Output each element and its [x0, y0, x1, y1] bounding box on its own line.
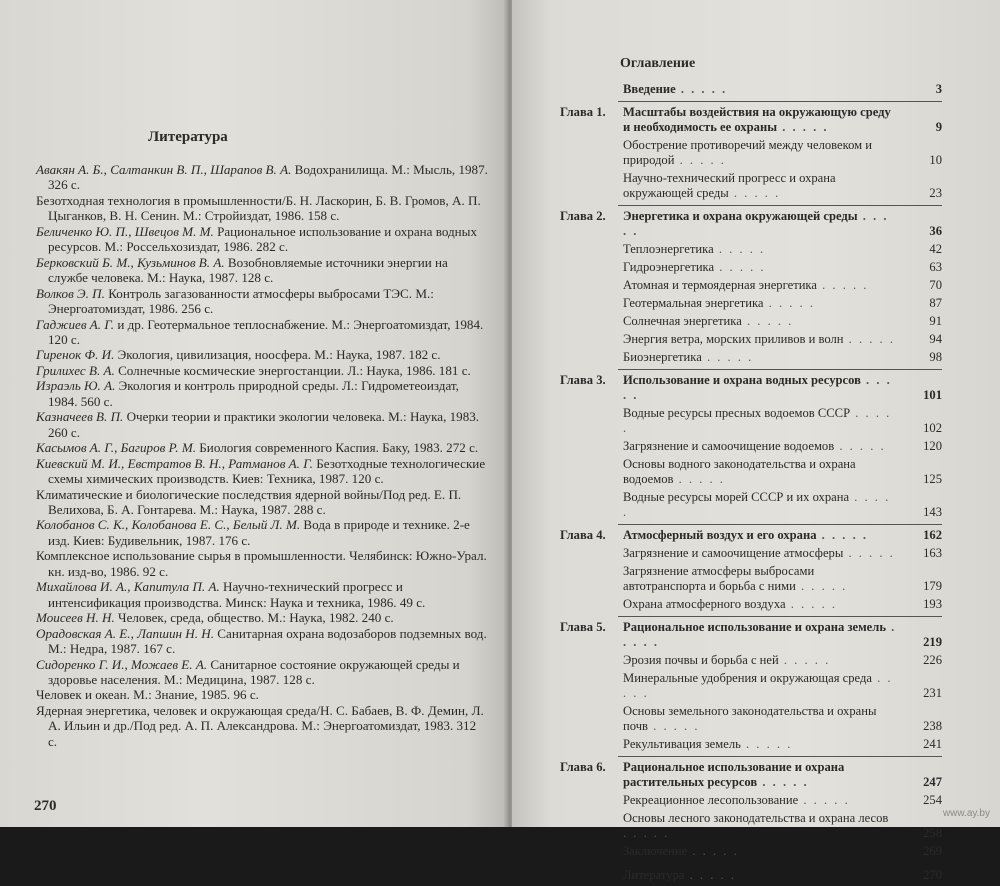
- toc-entry: [560, 844, 942, 859]
- toc-page-number: 270: [923, 868, 942, 882]
- toc-entry-title: Основы земельного законодательства и охраны почв: [623, 704, 877, 733]
- leader-dots: . . . . .: [623, 490, 891, 519]
- toc-page-number: 91: [929, 314, 942, 328]
- toc-page-number: 254: [923, 793, 942, 807]
- entry-author: Колобанов С. К., Колобанова Е. С., Белый Л. М.: [36, 517, 301, 533]
- toc-entry-title: Геотермальная энергетика: [623, 296, 764, 310]
- chapter-label: Глава 5.: [560, 620, 606, 634]
- entry-text: Водохранилища. М.: Мысль, 1987. 326 с.: [48, 162, 488, 193]
- leader-dots: . . . . .: [740, 737, 793, 751]
- chapter-label: Глава 6.: [560, 760, 606, 774]
- entry-author: Гиренок Ф. И.: [36, 347, 115, 363]
- toc-entry-title: Теплоэнергетика: [623, 242, 714, 256]
- bibliography-entry: [36, 409, 488, 440]
- bibliography-entry: [36, 517, 488, 548]
- toc-entry: [560, 653, 942, 668]
- leader-dots: . . . . .: [687, 844, 739, 858]
- entry-text: Биология современного Каспия. Баку, 1983. 272 с.: [196, 440, 479, 456]
- toc-entry: [560, 439, 942, 454]
- toc-page-number: 231: [923, 686, 942, 700]
- entry-text: Климатические и биологические последствия ядерной войны/Под ред. Е. П. Велихова, Б. А. Гонтарева. М.: Наука, 1987. 288 с.: [36, 486, 462, 517]
- toc-entry-title: Загрязнение атмосферы выбросами автотранспорта и борьба с ними: [623, 564, 815, 593]
- toc-entry: [560, 868, 942, 883]
- entry-author: Касымов А. Г., Багиров Р. М.: [36, 440, 197, 456]
- toc-entry-title: Основы водного законодательства и охрана водоемов: [623, 457, 856, 486]
- leader-dots: . . . . .: [713, 242, 766, 256]
- section-divider: [618, 101, 942, 102]
- toc-page-number: 3: [935, 82, 942, 96]
- toc-entry: [560, 350, 942, 365]
- toc-section: [560, 209, 942, 365]
- leader-dots: . . . . .: [843, 546, 895, 560]
- chapter-label: Глава 4.: [560, 528, 606, 542]
- toc-page-number: 87: [929, 296, 942, 310]
- toc-entry: [560, 597, 942, 612]
- toc-page-number: 247: [923, 775, 942, 789]
- entry-text: Экология и контроль природной среды. Л.: Гидрометеоиздат, 1984. 560 с.: [48, 378, 459, 409]
- toc-entry-title: Обострение противоречий между человеком и природой: [623, 138, 873, 167]
- bibliography-entry: [36, 440, 488, 455]
- toc-entry: [560, 296, 942, 311]
- bibliography-entry: [36, 224, 488, 255]
- leader-dots: . . . . .: [623, 826, 670, 840]
- bibliography-list: [36, 162, 488, 749]
- section-divider: [618, 205, 942, 206]
- toc-entry: [560, 490, 942, 520]
- toc-entry-title: Биоэнергетика: [623, 350, 702, 364]
- leader-dots: . . . . .: [623, 671, 893, 700]
- leader-dots: . . . . .: [763, 296, 815, 310]
- toc-page-number: 143: [923, 505, 942, 519]
- leader-dots: . . . . .: [648, 719, 700, 733]
- toc-entry: [560, 457, 942, 487]
- toc-page-number: 241: [923, 737, 942, 751]
- entry-author: Гаджиев А. Г.: [36, 316, 115, 332]
- entry-author: Авакян А. Б., Салтанкин В. П., Шарапов В. А.: [36, 162, 292, 177]
- bibliography-entry: [36, 456, 488, 487]
- toc-page-number: 120: [923, 439, 942, 453]
- toc-entry-title: Минеральные удобрения и окружающая среда: [623, 671, 872, 685]
- toc-entry-title: Рациональное использование и охрана растительных ресурсов: [623, 760, 845, 789]
- bibliography-entry: [36, 657, 488, 688]
- toc-heading: Оглавление: [620, 56, 696, 71]
- toc-page-number: 193: [923, 597, 942, 611]
- leader-dots: . . . . .: [834, 439, 886, 453]
- toc-entry: [560, 528, 942, 543]
- bibliography-entry: [36, 363, 488, 378]
- entry-text: Рациональное использование и охрана водных ресурсов. М.: Россельхозиздат, 1986. 282 с.: [48, 223, 478, 255]
- leader-dots: . . . . .: [741, 314, 794, 328]
- toc-entry: [560, 171, 942, 201]
- toc-entry-title: Эрозия почвы и борьба с ней: [623, 653, 779, 667]
- bibliography-entry: [36, 687, 488, 702]
- toc-entry: [560, 105, 942, 135]
- toc-entry: [560, 704, 942, 734]
- toc-page-number: 9: [935, 120, 942, 134]
- toc-entry-title: Загрязнение и самоочищение атмосферы: [623, 546, 844, 560]
- leader-dots: . . . . .: [798, 793, 850, 807]
- toc-entry-title: Рекреационное лесопользование: [623, 793, 799, 807]
- toc-entry-title: Заключение: [623, 844, 688, 858]
- toc-page-number: 101: [923, 388, 942, 402]
- toc-page-number: 258: [923, 826, 942, 840]
- toc-entry: [560, 314, 942, 329]
- toc-entry: [560, 278, 942, 293]
- toc-section: [560, 105, 942, 201]
- entry-text: Экология, цивилизация, ноосфера. М.: Наука, 1987. 182 с.: [114, 347, 441, 363]
- toc-entry: [560, 138, 942, 168]
- toc-section: [560, 528, 942, 612]
- leader-dots: . . . . .: [816, 528, 869, 542]
- entry-text: и др. Геотермальное теплоснабжение. М.: Энергоатомиздат, 1984. 120 с.: [48, 316, 484, 347]
- entry-text: Контроль загазованности атмосферы выбросами ТЭС. М.: Энергоатомиздат, 1986. 256 с.: [48, 285, 434, 317]
- toc-page-number: 98: [929, 350, 942, 364]
- entry-author: Киевский М. И., Евстратов В. Н., Ратманов А. Г.: [36, 455, 313, 471]
- toc-entry-title: Атомная и термоядерная энергетика: [623, 278, 817, 292]
- toc-page-number: 179: [923, 579, 942, 593]
- leader-dots: . . . . .: [816, 278, 869, 292]
- bibliography-entry: [36, 317, 488, 348]
- leader-dots: . . . . .: [623, 620, 897, 649]
- toc-page-number: 163: [923, 546, 942, 560]
- toc-page-number: 42: [929, 242, 942, 256]
- bibliography-entry: [36, 162, 488, 193]
- section-divider: [618, 524, 942, 525]
- toc-page-number: 125: [923, 472, 942, 486]
- entry-author: Михайлова И. А., Капитула П. А.: [36, 579, 220, 595]
- toc-entry-title: Загрязнение и самоочищение водоемов: [623, 439, 835, 453]
- entry-text: Научно-технический прогресс и интенсификация производства. Минск: Наука и техника, 1986. 49 с.: [48, 579, 426, 610]
- bibliography-entry: [36, 703, 488, 749]
- toc-page-number: 226: [923, 653, 942, 667]
- toc-entry-title: Водные ресурсы морей СССР и их охрана: [623, 490, 850, 504]
- bibliography-entry: [36, 193, 488, 224]
- toc-entry-title: Энергетика и охрана окружающей среды: [623, 209, 858, 223]
- toc-entry: [560, 620, 942, 650]
- entry-text: Человек, среда, общество. М.: Наука, 1982. 240 с.: [114, 610, 394, 626]
- bibliography-entry: [36, 378, 488, 409]
- chapter-label: Глава 3.: [560, 373, 606, 387]
- toc-entry: [560, 209, 942, 239]
- bibliography-entry: [36, 487, 488, 518]
- toc-page-number: 23: [929, 186, 942, 200]
- toc-page-number: 269: [923, 844, 942, 858]
- leader-dots: . . . . .: [673, 472, 725, 486]
- toc-entry: [560, 332, 942, 347]
- leader-dots: . . . . .: [701, 350, 754, 364]
- toc-entry-title: Масштабы воздействия на окружающую среду и необходимость ее охраны: [623, 105, 891, 134]
- bibliography-entry: [36, 610, 488, 625]
- bibliography-entry: [36, 255, 488, 286]
- bibliography-entry: [36, 579, 488, 610]
- section-divider: [618, 756, 942, 757]
- entry-text: Безотходная технология в промышленности/Б. Н. Ласкорин, Б. В. Громов, А. П. Цыганков, В. Н. Сенин. М.: Стройиздат, 1986. 158 с.: [36, 192, 481, 224]
- leader-dots: . . . . .: [684, 868, 736, 882]
- leader-dots: . . . . .: [674, 153, 726, 167]
- toc-entry: [560, 760, 942, 790]
- toc-entry-title: Энергия ветра, морских приливов и волн: [623, 332, 844, 346]
- toc-page-number: 219: [923, 635, 942, 649]
- toc-entry-title: Охрана атмосферного воздуха: [623, 597, 786, 611]
- toc-entry: [560, 406, 942, 436]
- entry-author: Израэль Ю. А.: [36, 378, 116, 394]
- leader-dots: . . . . .: [778, 653, 831, 667]
- toc-page-number: 94: [929, 332, 942, 346]
- toc-entry: [560, 793, 942, 808]
- toc-entry-title: Атмосферный воздух и его охрана: [623, 528, 817, 542]
- toc-entry-title: Рекультивация земель: [623, 737, 741, 751]
- entry-text: Комплексное использование сырья в промышленности. Челябинск: Южно-Урал. кн. изд-во, 1986. 92 с.: [36, 548, 487, 579]
- toc-page-number: 162: [923, 528, 942, 542]
- section-divider: [618, 616, 942, 617]
- section-divider: [618, 369, 942, 370]
- toc-page-number: 36: [929, 224, 942, 238]
- toc-page-number: 10: [929, 153, 942, 167]
- entry-text: Санитарное состояние окружающей среды и здоровье населения. М.: Медицина, 1987. 128 с.: [48, 656, 460, 687]
- leader-dots: . . . . .: [757, 775, 809, 789]
- entry-author: Моисеев Н. Н.: [36, 610, 115, 626]
- entry-text: Безотходные технологические схемы химических производств. Киев: Техника, 1987. 120 с.: [48, 455, 486, 487]
- bibliography-entry: [36, 626, 488, 657]
- toc-entry: [560, 546, 942, 561]
- toc-page-number: 70: [929, 278, 942, 292]
- leader-dots: . . . . .: [714, 260, 766, 274]
- bibliography-entry: [36, 347, 488, 362]
- table-of-contents: [560, 82, 942, 886]
- entry-text: Вода в природе и технике. 2-е изд. Киев: Будивельник, 1987. 176 с.: [48, 517, 470, 548]
- entry-author: Волков Э. П.: [36, 285, 105, 301]
- toc-section: [560, 760, 942, 859]
- leader-dots: . . . . .: [777, 120, 829, 134]
- toc-section: [560, 620, 942, 752]
- toc-entry-title: Гидроэнергетика: [623, 260, 715, 274]
- toc-section: [560, 373, 942, 520]
- toc-entry: [560, 82, 942, 97]
- bibliography-entry: [36, 286, 488, 317]
- entry-author: Казначеев В. П.: [36, 409, 124, 425]
- entry-text: Солнечные космические энергостанции. Л.: Наука, 1986. 181 с.: [114, 362, 471, 378]
- leader-dots: . . . . .: [843, 332, 895, 346]
- toc-entry: [560, 260, 942, 275]
- page-number: 270: [34, 798, 57, 814]
- toc-entry-title: Научно-технический прогресс и охрана окружающей среды: [623, 171, 836, 200]
- leader-dots: . . . . .: [623, 373, 892, 402]
- entry-text: Санитарная охрана водозаборов подземных вод. М.: Недра, 1987. 167 с.: [48, 625, 487, 657]
- entry-author: Сидоренко Г. И., Можаев Е. А.: [36, 656, 208, 672]
- toc-page-number: 102: [923, 421, 942, 435]
- toc-entry-title: Использование и охрана водных ресурсов: [623, 373, 861, 387]
- toc-entry-title: Водные ресурсы пресных водоемов СССР: [623, 406, 851, 420]
- leader-dots: . . . . .: [623, 406, 892, 435]
- toc-entry-title: Солнечная энергетика: [623, 314, 742, 328]
- toc-entry-title: Основы лесного законодательства и охрана лесов: [623, 811, 889, 825]
- bibliography-entry: [36, 548, 488, 579]
- bibliography-heading: Литература: [148, 129, 228, 145]
- toc-entry-title: Введение: [623, 82, 676, 96]
- toc-entry: [560, 811, 942, 841]
- chapter-label: Глава 1.: [560, 105, 606, 119]
- toc-entry: [560, 373, 942, 403]
- toc-section: [560, 82, 942, 97]
- entry-author: Грилихес В. А.: [36, 362, 115, 378]
- entry-text: Очерки теории и практики экологии человека. М.: Наука, 1983. 260 с.: [48, 409, 480, 440]
- toc-entry-title: Рациональное использование и охрана земель: [623, 620, 886, 634]
- toc-entry-title: Литература: [623, 868, 685, 882]
- toc-page-number: 63: [929, 260, 942, 274]
- watermark: www.ay.by: [942, 808, 990, 819]
- left-page: [0, 0, 508, 827]
- toc-section: [560, 868, 942, 883]
- chapter-label: Глава 2.: [560, 209, 606, 223]
- entry-author: Берковский Б. М., Кузьминов В. А.: [36, 254, 225, 270]
- leader-dots: . . . . .: [795, 579, 848, 593]
- entry-author: Беличенко Ю. П., Швецов М. М.: [36, 223, 214, 239]
- entry-text: Ядерная энергетика, человек и окружающая среда/Н. С. Бабаев, В. Ф. Демин, Л. А. Ильин и др./Под ред. А. П. Александрова. М.: Энергоатомиздат, 1983. 312 с.: [36, 702, 484, 749]
- entry-text: Возобновляемые источники энергии на службе человека. М.: Наука, 1987. 128 с.: [48, 254, 448, 286]
- entry-author: Орадовская А. Е., Лапшин Н. Н.: [36, 625, 215, 641]
- toc-entry: [560, 242, 942, 257]
- leader-dots: . . . . .: [728, 186, 781, 200]
- leader-dots: . . . . .: [675, 82, 728, 96]
- toc-entry: [560, 671, 942, 701]
- entry-text: Человек и океан. М.: Знание, 1985. 96 с.: [36, 687, 259, 703]
- toc-entry: [560, 737, 942, 752]
- leader-dots: . . . . .: [623, 209, 889, 238]
- toc-entry: [560, 564, 942, 594]
- toc-page-number: 238: [923, 719, 942, 733]
- leader-dots: . . . . .: [785, 597, 838, 611]
